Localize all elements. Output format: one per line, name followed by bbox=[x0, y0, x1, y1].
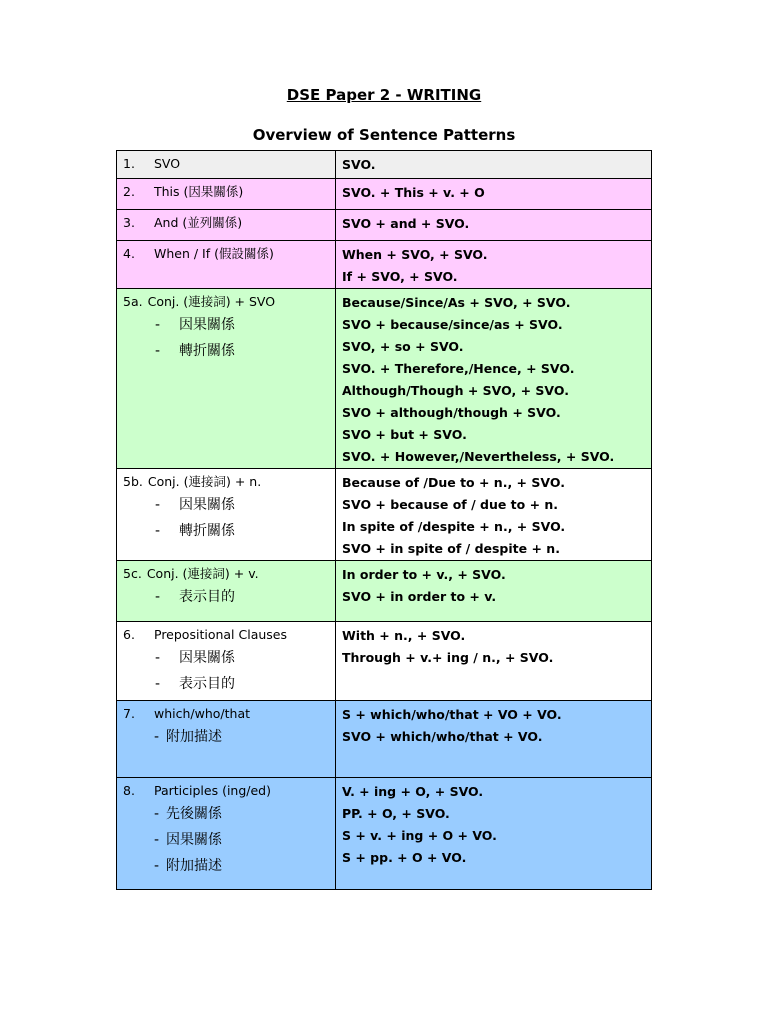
example-sentence: SVO + because of / due to + n. bbox=[342, 497, 559, 512]
dash-bullet: - bbox=[155, 497, 161, 513]
pattern-label: Prepositional Clauses bbox=[154, 627, 287, 642]
example-sentence: If + SVO, + SVO. bbox=[342, 269, 458, 284]
example-cell bbox=[336, 241, 652, 289]
example-sentence: SVO. bbox=[342, 157, 376, 172]
example-sentence: SVO + which/who/that + VO. bbox=[342, 729, 543, 744]
example-sentence: SVO, + so + SVO. bbox=[342, 339, 464, 354]
example-sentence: PP. + O, + SVO. bbox=[342, 806, 450, 821]
pattern-cell bbox=[117, 210, 336, 241]
pattern-number: 5a. bbox=[123, 294, 143, 309]
relation-label: 表示目的 bbox=[179, 589, 235, 605]
relation-item bbox=[123, 645, 335, 671]
relation-item bbox=[123, 518, 335, 544]
relation-label: 先後關係 bbox=[166, 806, 222, 822]
pattern-cell bbox=[117, 778, 336, 890]
example-sentence: SVO. + However,/Nevertheless, + SVO. bbox=[342, 449, 615, 464]
dash-bullet: - bbox=[155, 589, 161, 605]
example-sentence: Through + v.+ ing / n., + SVO. bbox=[342, 650, 554, 665]
relation-item bbox=[123, 801, 335, 827]
dash-bullet: - bbox=[155, 523, 161, 539]
relation-label: 因果關係 bbox=[179, 497, 235, 513]
example-sentence: S + which/who/that + VO + VO. bbox=[342, 707, 562, 722]
pattern-cell bbox=[117, 561, 336, 622]
pattern-cell bbox=[117, 151, 336, 179]
pattern-row bbox=[117, 469, 652, 561]
example-sentence: When + SVO, + SVO. bbox=[342, 247, 488, 262]
example-sentence: SVO. + Therefore,/Hence, + SVO. bbox=[342, 361, 575, 376]
example-cell bbox=[336, 151, 652, 179]
relation-label: 附加描述 bbox=[166, 729, 222, 745]
pattern-row bbox=[117, 151, 652, 179]
dash-bullet: - bbox=[155, 650, 161, 666]
example-sentence: SVO + because/since/as + SVO. bbox=[342, 317, 563, 332]
pattern-cell bbox=[117, 241, 336, 289]
pattern-row bbox=[117, 179, 652, 210]
pattern-row bbox=[117, 561, 652, 622]
pattern-row bbox=[117, 241, 652, 289]
example-cell bbox=[336, 289, 652, 469]
example-sentence: SVO + in spite of / despite + n. bbox=[342, 541, 560, 556]
example-sentence: SVO + in order to + v. bbox=[342, 589, 497, 604]
pattern-label: SVO bbox=[154, 156, 181, 171]
pattern-cell bbox=[117, 701, 336, 778]
relation-label: 轉折關係 bbox=[179, 343, 235, 359]
relation-item bbox=[123, 671, 335, 697]
pattern-row bbox=[117, 778, 652, 890]
pattern-row bbox=[117, 622, 652, 701]
pattern-row bbox=[117, 701, 652, 778]
pattern-label: Conj. (連接詞) + SVO bbox=[147, 294, 276, 309]
pattern-cell bbox=[117, 289, 336, 469]
pattern-cell bbox=[117, 469, 336, 561]
pattern-row bbox=[117, 210, 652, 241]
document-title: DSE Paper 2 - WRITING bbox=[286, 86, 482, 104]
example-sentence: S + v. + ing + O + VO. bbox=[342, 828, 497, 843]
pattern-label: Participles (ing/ed) bbox=[154, 783, 271, 798]
pattern-cell bbox=[117, 179, 336, 210]
example-sentence: Although/Though + SVO, + SVO. bbox=[342, 383, 569, 398]
pattern-row bbox=[117, 289, 652, 469]
relation-label: 表示目的 bbox=[179, 676, 235, 692]
example-cell bbox=[336, 179, 652, 210]
relation-item bbox=[123, 338, 335, 364]
dash-bullet: - bbox=[155, 317, 161, 333]
relation-item bbox=[123, 853, 335, 879]
pattern-label: Conj. (連接詞) + v. bbox=[146, 566, 259, 581]
document-subtitle: Overview of Sentence Patterns bbox=[252, 126, 516, 144]
pattern-number: 2. bbox=[123, 184, 135, 199]
pattern-number: 6. bbox=[123, 627, 135, 642]
example-sentence: V. + ing + O, + SVO. bbox=[342, 784, 484, 799]
example-sentence: SVO + although/though + SVO. bbox=[342, 405, 561, 420]
example-cell bbox=[336, 778, 652, 890]
example-sentence: SVO + and + SVO. bbox=[342, 216, 470, 231]
example-sentence: In spite of /despite + n., + SVO. bbox=[342, 519, 566, 534]
pattern-label: which/who/that bbox=[154, 706, 251, 721]
dash-bullet: - bbox=[154, 832, 160, 848]
example-sentence: In order to + v., + SVO. bbox=[342, 567, 506, 582]
example-sentence: S + pp. + O + VO. bbox=[342, 850, 467, 865]
example-sentence: Because/Since/As + SVO, + SVO. bbox=[342, 295, 571, 310]
dash-bullet: - bbox=[154, 806, 160, 822]
example-sentence: Because of /Due to + n., + SVO. bbox=[342, 475, 565, 490]
dash-bullet: - bbox=[155, 676, 161, 692]
pattern-number: 3. bbox=[123, 215, 135, 230]
relation-label: 因果關係 bbox=[179, 317, 235, 333]
example-sentence: SVO. + This + v. + O bbox=[342, 185, 485, 200]
relation-label: 轉折關係 bbox=[179, 523, 235, 539]
pattern-number: 8. bbox=[123, 783, 135, 798]
sentence-patterns-table bbox=[116, 150, 652, 890]
example-cell bbox=[336, 561, 652, 622]
example-cell bbox=[336, 469, 652, 561]
pattern-cell bbox=[117, 622, 336, 701]
pattern-number: 5c. bbox=[123, 566, 142, 581]
relation-label: 附加描述 bbox=[166, 858, 222, 874]
dash-bullet: - bbox=[154, 729, 160, 745]
relation-item bbox=[123, 584, 335, 610]
pattern-number: 5b. bbox=[123, 474, 143, 489]
relation-item bbox=[123, 312, 335, 338]
pattern-label: When / If (假設關係) bbox=[154, 246, 274, 261]
example-cell bbox=[336, 210, 652, 241]
pattern-number: 4. bbox=[123, 246, 135, 261]
dash-bullet: - bbox=[154, 858, 160, 874]
example-cell bbox=[336, 622, 652, 701]
relation-label: 因果關係 bbox=[166, 832, 222, 848]
pattern-label: And (並列關係) bbox=[154, 215, 243, 230]
relation-item bbox=[123, 827, 335, 853]
example-sentence: With + n., + SVO. bbox=[342, 628, 466, 643]
pattern-number: 7. bbox=[123, 706, 135, 721]
relation-item bbox=[123, 724, 335, 750]
dash-bullet: - bbox=[155, 343, 161, 359]
relation-item bbox=[123, 492, 335, 518]
relation-label: 因果關係 bbox=[179, 650, 235, 666]
example-cell bbox=[336, 701, 652, 778]
example-sentence: SVO + but + SVO. bbox=[342, 427, 467, 442]
pattern-label: Conj. (連接詞) + n. bbox=[147, 474, 262, 489]
pattern-number: 1. bbox=[123, 156, 135, 171]
pattern-label: This (因果關係) bbox=[154, 184, 244, 199]
